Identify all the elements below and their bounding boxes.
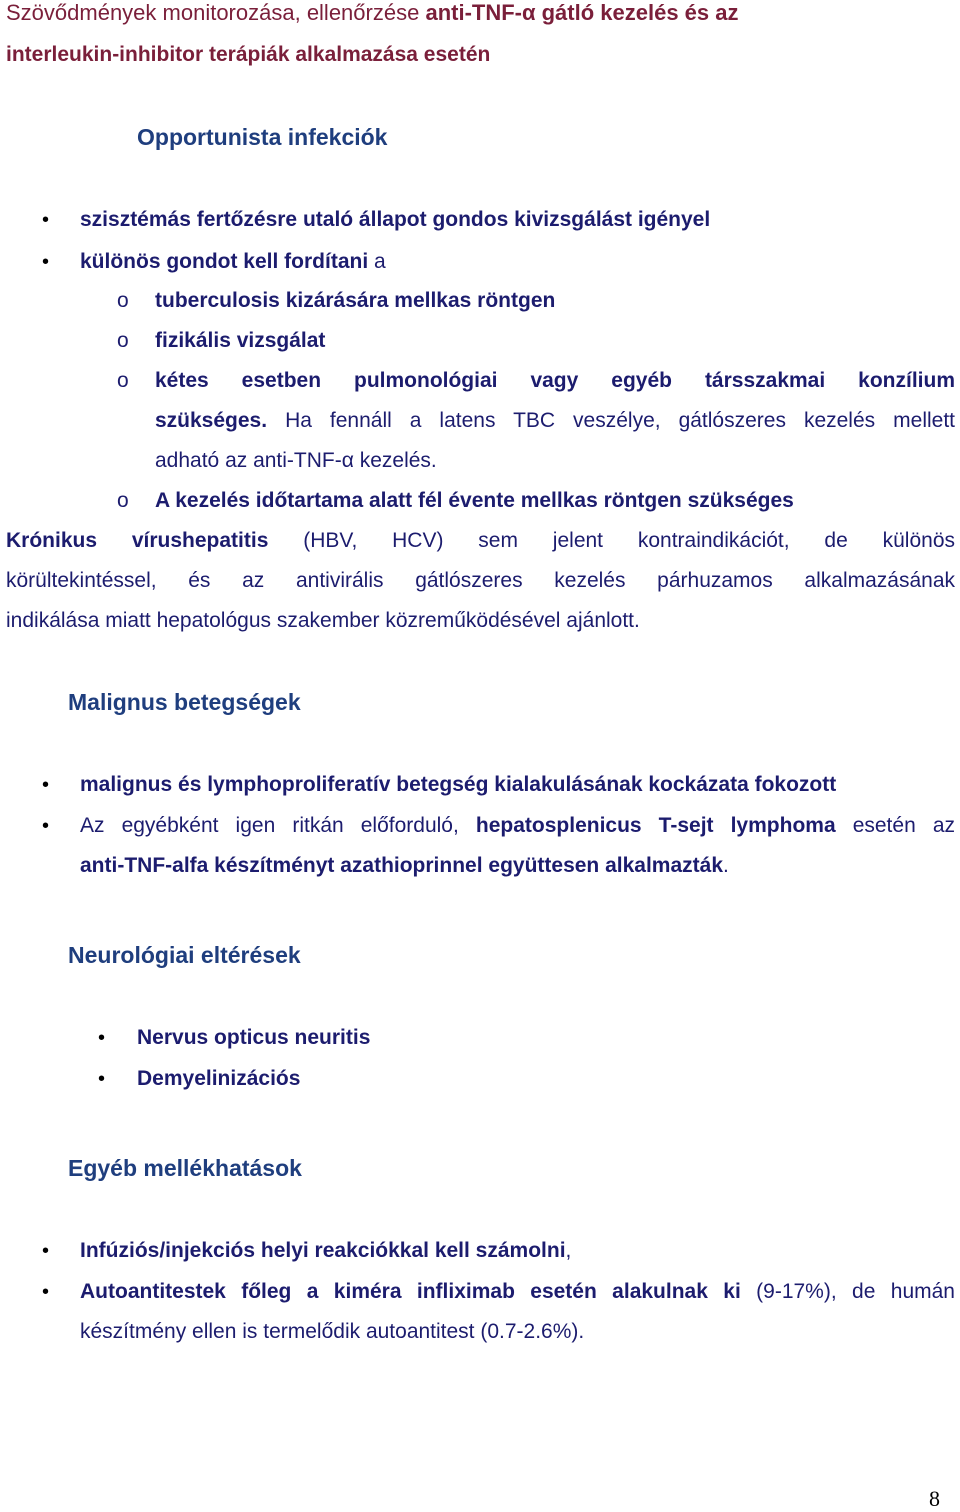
sub-list-item bbox=[155, 327, 325, 355]
document-title-line-1 bbox=[6, 0, 739, 28]
sub-list-item bbox=[155, 487, 794, 515]
list-item-text: , bbox=[565, 1239, 572, 1262]
list-item bbox=[80, 1278, 955, 1306]
bullet-icon: • bbox=[98, 1027, 106, 1049]
sub-list-item-text: adható az anti-TNF-α kezelés. bbox=[155, 449, 437, 472]
list-item bbox=[80, 812, 955, 840]
list-item-text: Infúziós/injekciós helyi reakciókkal kell számolni bbox=[80, 1239, 566, 1262]
sub-list-item-text: fizikális vizsgálat bbox=[155, 329, 326, 352]
bullet-icon: • bbox=[42, 1240, 50, 1262]
sub-bullet-icon: o bbox=[117, 289, 129, 312]
list-item-text: készítmény ellen is termelődik autoantitest (0.7-2.6%). bbox=[80, 1320, 585, 1343]
list-item bbox=[80, 1237, 571, 1265]
list-item-text: anti-TNF-alfa készítményt azathioprinnel együttesen alkalmazták bbox=[80, 854, 724, 877]
list-item bbox=[80, 248, 386, 276]
list-item-text: malignus és lymphoproliferatív betegség kialakulásának kockázata fokozott bbox=[80, 773, 837, 796]
list-item-text: a bbox=[368, 250, 386, 273]
section-heading-malignus: Malignus betegségek bbox=[68, 689, 301, 715]
bullet-icon: • bbox=[42, 815, 50, 837]
list-item-text: Nervus opticus neuritis bbox=[137, 1026, 371, 1049]
list-item-text: szisztémás fertőzésre utaló állapot gondos kivizsgálást igényel bbox=[80, 208, 711, 231]
sub-list-item bbox=[155, 287, 555, 315]
list-item-continuation bbox=[80, 1318, 584, 1346]
list-item bbox=[137, 1065, 300, 1093]
list-item-text: különös gondot kell fordítani bbox=[80, 250, 369, 273]
sub-list-item-text: kétes esetben pulmonológiai vagy egyéb társszakmai konzílium bbox=[155, 369, 955, 392]
list-item-continuation bbox=[80, 852, 729, 880]
title-text-a: Szövődmények monitorozása, ellenőrzése bbox=[6, 0, 426, 25]
bullet-icon: • bbox=[98, 1068, 106, 1090]
paragraph-text: (HBV, HCV) sem jelent kontraindikációt, de különös bbox=[268, 529, 955, 552]
paragraph-line: körültekintéssel, és az antivirális gátlószeres kezelés párhuzamos alkalmazásának bbox=[6, 569, 955, 592]
list-item-text: . bbox=[723, 854, 729, 877]
title-text-c: interleukin-inhibitor terápiák alkalmazása esetén bbox=[6, 43, 491, 66]
sub-bullet-icon: o bbox=[117, 329, 129, 352]
bullet-icon: • bbox=[42, 1281, 50, 1303]
sub-list-item-text: szükséges. bbox=[155, 409, 268, 432]
bullet-icon: • bbox=[42, 209, 50, 231]
page-number: 8 bbox=[929, 1486, 940, 1511]
list-item-text: (9-17%), de humán bbox=[740, 1280, 955, 1303]
paragraph-line bbox=[6, 527, 955, 555]
title-text-b: anti-TNF-α gátló kezelés és az bbox=[425, 0, 739, 25]
sub-list-item-text: tuberculosis kizárására mellkas röntgen bbox=[155, 289, 556, 312]
list-item-text: Autoantitestek főleg a kiméra infliximab esetén alakulnak ki bbox=[80, 1280, 741, 1303]
document-title-line-2 bbox=[6, 40, 490, 70]
sub-list-item-continuation bbox=[155, 447, 437, 475]
list-item-text: Az egyébként igen ritkán előforduló, bbox=[80, 814, 476, 837]
bullet-icon: • bbox=[42, 251, 50, 273]
paragraph-line: indikálása miatt hepatológus szakember közreműködésével ajánlott. bbox=[6, 609, 640, 632]
list-item bbox=[137, 1024, 370, 1052]
bullet-icon: • bbox=[42, 774, 50, 796]
sub-list-item bbox=[155, 367, 955, 395]
paragraph-text: Krónikus vírushepatitis bbox=[6, 529, 269, 552]
list-item-text: Demyelinizációs bbox=[137, 1067, 301, 1090]
section-heading-egyeb: Egyéb mellékhatások bbox=[68, 1155, 302, 1181]
section-heading-opportunista: Opportunista infekciók bbox=[137, 124, 388, 150]
list-item bbox=[80, 771, 836, 799]
list-item bbox=[80, 206, 710, 234]
sub-bullet-icon: o bbox=[117, 369, 129, 392]
list-item-text: esetén az bbox=[835, 814, 955, 837]
sub-list-item-text: Ha fennáll a latens TBC veszélye, gátlószeres kezelés mellett bbox=[267, 409, 955, 432]
sub-list-item-continuation bbox=[155, 407, 955, 435]
list-item-text: hepatosplenicus T-sejt lymphoma bbox=[475, 814, 836, 837]
section-heading-neuro: Neurológiai eltérések bbox=[68, 942, 301, 968]
sub-bullet-icon: o bbox=[117, 489, 129, 512]
sub-list-item-text: A kezelés időtartama alatt fél évente mellkas röntgen szükséges bbox=[155, 489, 794, 512]
